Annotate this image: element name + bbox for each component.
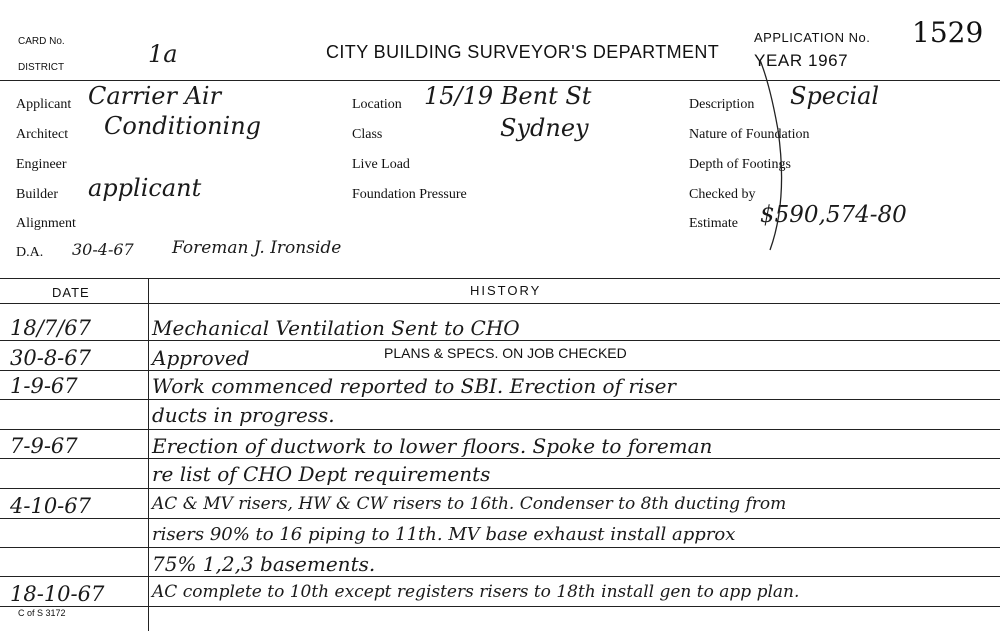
- history-text: 75% 1,2,3 basements.: [152, 552, 376, 576]
- year: YEAR 1967: [754, 51, 849, 70]
- history-text: ducts in progress.: [152, 403, 335, 427]
- date-header: DATE: [52, 285, 90, 300]
- ruled-line: [0, 488, 1000, 489]
- location-value: 15/19 Bent St: [424, 82, 592, 110]
- foundation-pressure-label: Foundation Pressure: [352, 187, 467, 202]
- builder-label: Builder: [16, 187, 58, 202]
- plans-checked-stamp: PLANS & SPECS. ON JOB CHECKED: [384, 345, 627, 361]
- builder-value: applicant: [88, 174, 202, 202]
- history-text: AC & MV risers, HW & CW risers to 16th. Condenser to 8th ducting from: [152, 494, 787, 514]
- history-date: 18/7/67: [10, 316, 91, 340]
- da-note: Foreman J. Ironside: [172, 238, 342, 258]
- department-title: CITY BUILDING SURVEYOR'S DEPARTMENT: [326, 42, 720, 62]
- class-value: Sydney: [500, 114, 589, 142]
- ruled-line: [0, 518, 1000, 519]
- ruled-line: [0, 399, 1000, 400]
- district-label: DISTRICT: [18, 62, 65, 73]
- applicant-value: Carrier Air: [88, 82, 222, 110]
- pen-stroke: [740, 60, 800, 310]
- estimate-value: $590,574-80: [760, 202, 907, 228]
- engineer-label: Engineer: [16, 157, 67, 172]
- description-value: Special: [790, 82, 880, 110]
- description-label: Description: [689, 97, 755, 112]
- nature-of-foundation-label: Nature of Foundation: [689, 127, 810, 142]
- history-text: risers 90% to 16 piping to 11th. MV base exhaust install approx: [152, 524, 736, 545]
- history-text: AC complete to 10th except registers risers to 18th install gen to app plan.: [152, 582, 800, 602]
- ruled-line: [0, 606, 1000, 607]
- ruled-line: [0, 370, 1000, 371]
- history-text: Mechanical Ventilation Sent to CHO: [152, 316, 520, 340]
- architect-value: Conditioning: [104, 112, 262, 140]
- history-date: 1-9-67: [10, 374, 78, 398]
- history-text: Work commenced reported to SBI. Erection of riser: [152, 374, 676, 398]
- alignment-label: Alignment: [16, 216, 76, 231]
- applicant-label: Applicant: [16, 97, 72, 112]
- history-text: Erection of ductwork to lower floors. Spoke to foreman: [152, 434, 713, 458]
- history-date: 18-10-67: [10, 582, 105, 606]
- table-header-rule: [0, 303, 1000, 304]
- class-label: Class: [352, 127, 383, 142]
- location-label: Location: [352, 97, 402, 112]
- ruled-line: [0, 340, 1000, 341]
- da-value: 30-4-67: [72, 240, 134, 259]
- depth-of-footings-label: Depth of Footings: [689, 157, 791, 172]
- history-date: 4-10-67: [10, 494, 91, 518]
- ruled-line: [0, 547, 1000, 548]
- ruled-line: [0, 576, 1000, 577]
- history-text: Approved: [152, 346, 250, 370]
- da-label: D.A.: [16, 245, 44, 260]
- architect-label: Architect: [16, 127, 69, 142]
- card-no-label: CARD No.: [18, 36, 65, 47]
- estimate-label: Estimate: [689, 216, 738, 231]
- history-text: re list of CHO Dept requirements: [152, 462, 491, 486]
- application-no-value: 1529: [912, 16, 984, 49]
- header-rule: [0, 80, 1000, 81]
- checked-by-label: Checked by: [689, 187, 756, 202]
- ruled-line: [0, 458, 1000, 459]
- application-no-label: APPLICATION No.: [754, 30, 871, 45]
- form-number: C of S 3172: [18, 608, 66, 618]
- live-load-label: Live Load: [352, 157, 410, 172]
- card-no-value: 1a: [148, 40, 178, 68]
- history-header: HISTORY: [470, 283, 542, 298]
- table-top-rule: [0, 278, 1000, 279]
- history-date: 30-8-67: [10, 346, 91, 370]
- ruled-line: [0, 429, 1000, 430]
- history-date: 7-9-67: [10, 434, 78, 458]
